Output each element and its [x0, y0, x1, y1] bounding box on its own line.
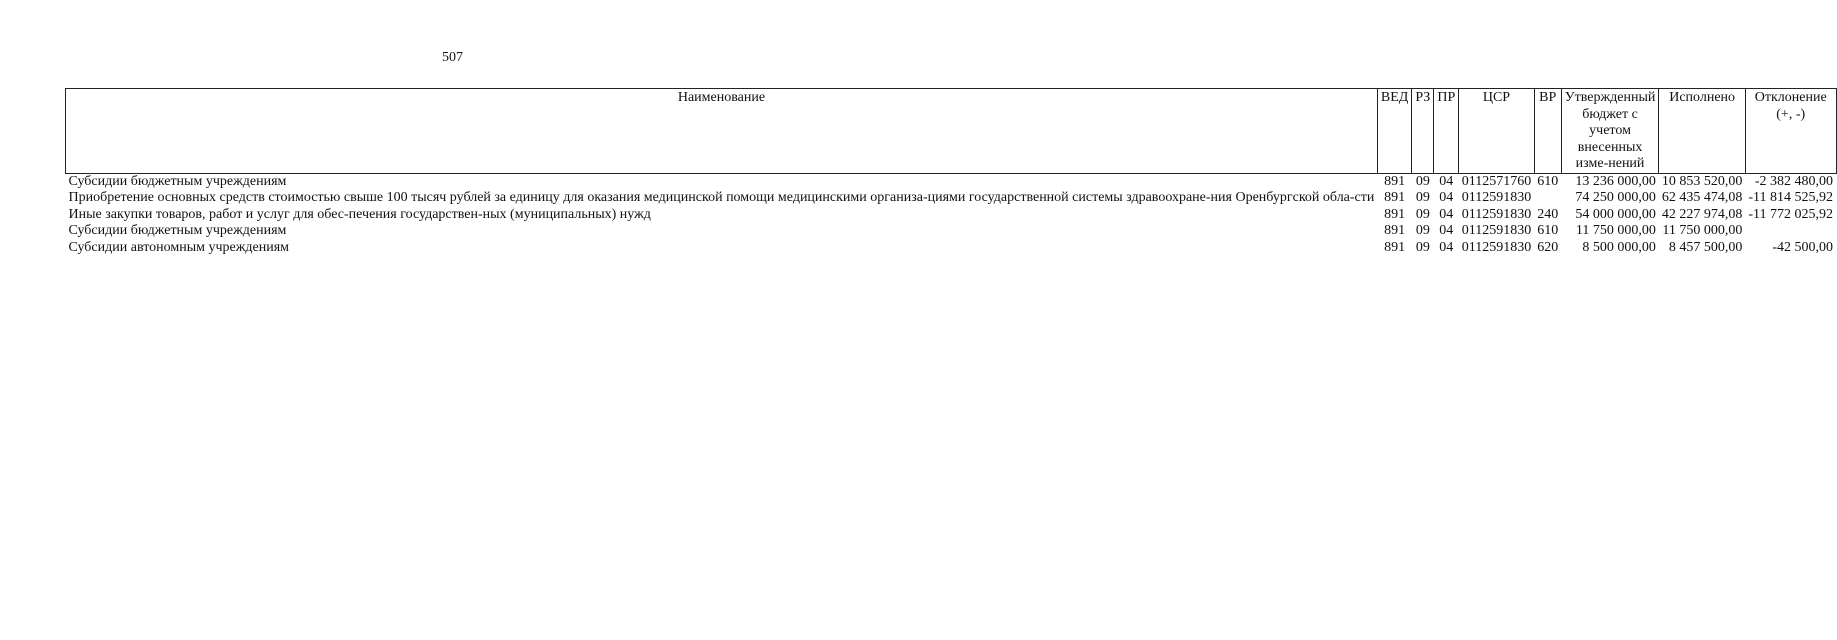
col-header-pr: ПР — [1434, 89, 1459, 174]
table-row — [66, 207, 1837, 224]
row-ved: 891 — [1384, 223, 1406, 238]
row-rz: 09 — [1415, 173, 1430, 189]
col-header-executed: Исполнено — [1659, 89, 1746, 174]
row-deviation: -11 814 525,92 — [1748, 190, 1834, 205]
budget-table — [65, 88, 1837, 256]
row-pr: 04 — [1439, 190, 1454, 205]
row-ved: 891 — [1384, 239, 1406, 255]
row-pr: 04 — [1439, 173, 1454, 189]
row-approved: 13 236 000,00 — [1575, 173, 1656, 189]
row-deviation: -2 382 480,00 — [1754, 173, 1834, 189]
row-approved: 54 000 000,00 — [1575, 206, 1656, 222]
row-ved: 891 — [1384, 190, 1406, 205]
page-number: 507 — [442, 50, 463, 65]
col-header-vr: ВР — [1534, 89, 1561, 174]
col-header-name: Наименование — [66, 89, 1378, 174]
table-row — [66, 240, 1837, 257]
row-approved: 74 250 000,00 — [1575, 190, 1656, 205]
row-pr: 04 — [1439, 206, 1454, 222]
row-vr: 240 — [1537, 206, 1559, 222]
row-executed: 10 853 520,00 — [1661, 173, 1743, 189]
row-ved: 891 — [1384, 206, 1406, 222]
row-ved: 891 — [1384, 173, 1406, 189]
row-name: Приобретение основных средств стоимостью свыше 100 тысяч рублей за единицу для оказания медицинской помощи медицинскими организа-циями государственной системы здравоохране-ния Оренбургской обла-сти — [68, 190, 1375, 205]
table-row — [66, 223, 1837, 240]
col-header-rz: РЗ — [1412, 89, 1434, 174]
row-executed: 42 227 974,08 — [1661, 206, 1743, 222]
col-header-ved: ВЕД — [1377, 89, 1411, 174]
col-header-approved: Утвержденный бюджет с учетом внесенных изме-нений — [1561, 89, 1659, 174]
row-csr: 0112591830 — [1461, 239, 1532, 255]
header-row — [66, 89, 1837, 174]
row-approved: 8 500 000,00 — [1582, 239, 1656, 255]
row-executed: 8 457 500,00 — [1668, 239, 1743, 255]
row-pr: 04 — [1439, 239, 1454, 255]
row-rz: 09 — [1415, 190, 1430, 205]
row-rz: 09 — [1415, 206, 1430, 222]
row-vr: 610 — [1537, 173, 1559, 189]
row-name: Субсидии бюджетным учреждениям — [68, 223, 287, 238]
row-name: Субсидии автономным учреждениям — [68, 239, 290, 255]
col-header-csr: ЦСР — [1459, 89, 1534, 174]
row-pr: 04 — [1439, 223, 1454, 238]
row-deviation: -42 500,00 — [1772, 239, 1834, 255]
row-name: Иные закупки товаров, работ и услуг для обес-печения государствен-ных (муниципальных) нужд — [68, 206, 651, 222]
row-csr: 0112571760 — [1461, 173, 1532, 189]
col-header-deviation: Отклонение (+, -) — [1745, 89, 1836, 174]
row-csr: 0112591830 — [1461, 223, 1532, 238]
row-executed: 11 750 000,00 — [1662, 223, 1743, 238]
row-csr: 0112591830 — [1461, 206, 1532, 222]
row-rz: 09 — [1415, 239, 1430, 255]
table-row — [66, 190, 1837, 207]
row-vr — [1534, 190, 1561, 207]
row-vr: 620 — [1537, 239, 1559, 255]
row-deviation — [1745, 223, 1836, 240]
row-deviation: -11 772 025,92 — [1748, 206, 1834, 222]
row-executed: 62 435 474,08 — [1661, 190, 1743, 205]
table-row — [66, 173, 1837, 190]
row-rz: 09 — [1415, 223, 1430, 238]
row-name: Субсидии бюджетным учреждениям — [68, 173, 287, 189]
row-vr: 610 — [1537, 223, 1559, 238]
row-approved: 11 750 000,00 — [1575, 223, 1656, 238]
row-csr: 0112591830 — [1461, 190, 1532, 205]
